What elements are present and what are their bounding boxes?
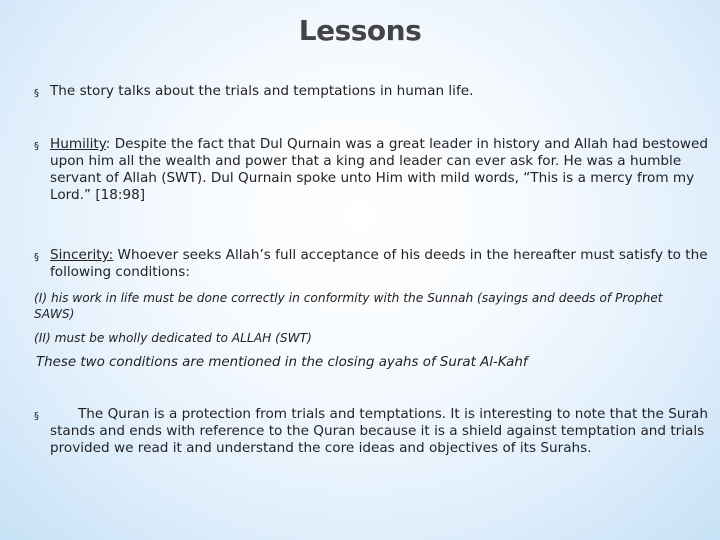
bullet-text: Whoever seeks Allah’s full acceptance of his deeds in the hereafter must satisfy to the following conditions: xyxy=(50,247,708,280)
bullet-marker: § xyxy=(34,141,39,152)
bullet-sincerity xyxy=(34,247,712,281)
bullet-marker: § xyxy=(34,252,39,263)
bullet-text: : Despite the fact that Dul Qurnain was a great leader in history and Allah had bestowed upon him all the wealth and power that a king and leader can ever ask for. He was a humble servant of Allah (SWT). Dul Qurnain spoke unto Him with mild words, “This is a mercy from my Lord.” [18:98] xyxy=(50,136,709,203)
closing-note: These two conditions are mentioned in the closing ayahs of Surat Al-Kahf xyxy=(36,355,528,370)
slide-title: Lessons xyxy=(298,14,422,47)
condition-one: (I) his work in life must be done correctly in conformity with the Sunnah (sayings and deeds of Prophet SAWS) xyxy=(34,291,663,321)
bullet-marker: § xyxy=(34,88,39,99)
condition-two: (II) must be wholly dedicated to ALLAH (SWT) xyxy=(34,331,312,345)
bullet-trials xyxy=(34,83,710,100)
bullet-text: The Quran is a protection from trials and temptations. It is interesting to note that the Surah stands and ends with reference to the Quran because it is a shield against temptation and trials provided we read it and understand the core ideas and objectives of its Surahs. xyxy=(50,406,708,456)
sincerity-label: Sincerity: xyxy=(50,247,114,263)
bullet-humility xyxy=(34,136,712,204)
humility-label: Humility xyxy=(50,136,106,152)
bullet-text: The story talks about the trials and temptations in human life. xyxy=(50,83,474,99)
bullet-marker: § xyxy=(34,411,39,422)
bullet-quran xyxy=(34,406,714,457)
